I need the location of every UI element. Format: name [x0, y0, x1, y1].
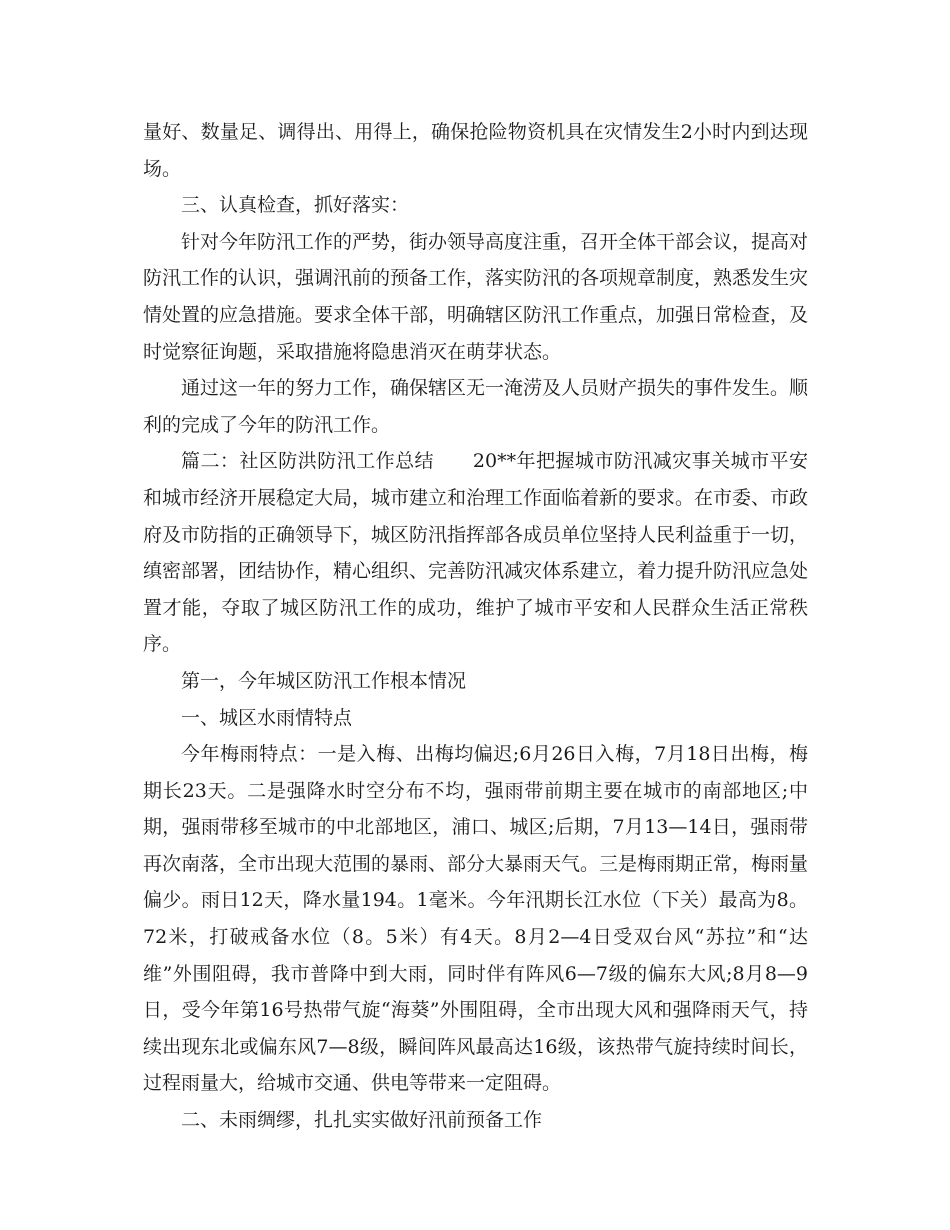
- section-heading-preparation: 二、未雨绸缪，扎扎实实做好汛前预备工作: [181, 1109, 543, 1132]
- paragraph-continuation: 量好、数量足、调得出、用得上，确保抢险物资机具在灾情发生2小时内到达现场。: [143, 121, 808, 180]
- paragraph-inspection: 针对今年防汛工作的严势，街办领导高度注重，召开全体干部会议，提高对防汛工作的认识，强调汛前的预备工作，落实防汛的各项规章制度，熟悉发生灾情处置的应急措施。要求全体干部，明确辖区防汛工作重点，加强日常检查，及时觉察征询题，采取措施将隐患消灭在萌芽状态。: [143, 230, 809, 363]
- section-heading-rain-features: 一、城区水雨情特点: [181, 706, 353, 729]
- paragraph-conclusion: 通过这一年的努力工作，确保辖区无一淹涝及人员财产损失的事件发生。顺利的完成了今年的防汛工作。: [143, 377, 809, 436]
- paragraph-part-two-intro: 篇二：社区防洪防汛工作总结 20**年把握城市防汛减灾事关城市平安和城市经济开展稳定大局，城市建立和治理工作面临着新的要求。在市委、市政府及市防指的正确领导下，城区防汛指挥部各成员单位坚持人民利益重于一切，缜密部署，团结协作，精心组织、完善防汛减灾体系建立，着力提升防汛应急处置才能，夺取了城区防汛工作的成功，维护了城市平安和人民群众生活正常秩序。: [143, 450, 809, 656]
- paragraph-rain-features: 今年梅雨特点：一是入梅、出梅均偏迟;6月26日入梅，7月18日出梅，梅期长23天。二是强降水时空分布不均，强雨带前期主要在城市的南部地区;中期，强雨带移至城市的中北部地区，浦口、城区;后期，7月13—14日，强雨带再次南落，全市出现大范围的暴雨、部分大暴雨天气。三是梅雨期正常，梅雨量偏少。雨日12天，降水量194。1毫米。今年汛期长江水位（下关）最高为8。72米，打破戒备水位（8。5米）有4天。8月2—4日受双台风“苏拉”和“达维”外围阻碍，我市普降中到大雨，同时伴有阵风6—7级的偏东大风;8月8—9日，受今年第16号热带气旋“海葵”外围阻碍，全市出现大风和强降雨天气，持续出现东北或偏东风7—8级，瞬间阵风最高达16级，该热带气旋持续时间长，过程雨量大，给城市交通、供电等带来一定阻碍。: [143, 743, 809, 1095]
- document-body: [143, 114, 808, 1139]
- section-heading-basic-situation: 第一，今年城区防汛工作根本情况: [181, 669, 467, 692]
- section-heading-inspection: 三、认真检查，抓好落实：: [181, 194, 410, 217]
